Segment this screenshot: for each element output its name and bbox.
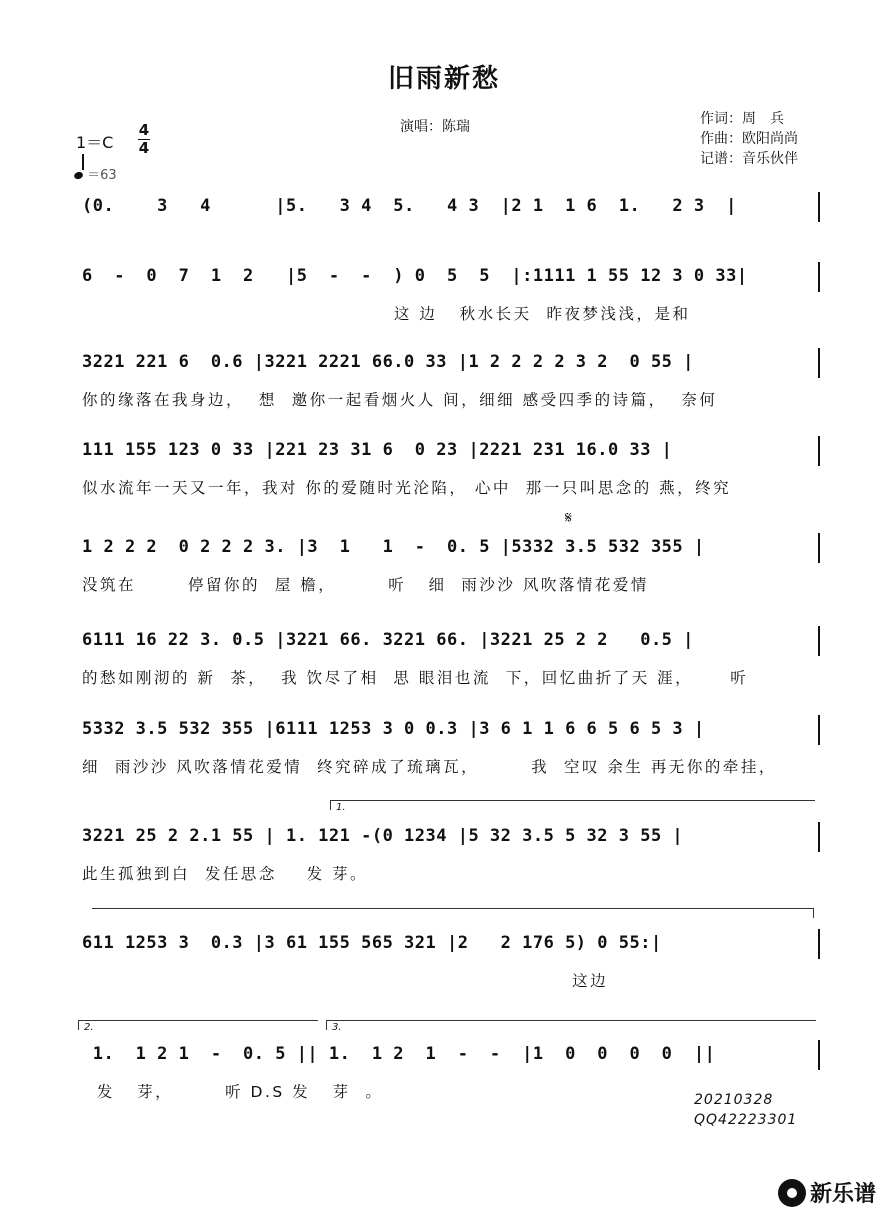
volta-bracket-second: [78, 1020, 318, 1021]
notation-line-9: 611 1253 3 0.3 |3 61 155 565 321 |2 2 176 5) 0 55:|: [82, 933, 662, 953]
lyric-line-3: 你的缘落在我身边， 想 邀你一起看烟火人 间，细细 感受四季的诗篇， 奈何: [82, 391, 718, 409]
singer-credit: 演唱：陈瑞: [400, 119, 470, 135]
volta-bracket-end-tick: [813, 908, 814, 918]
lyric-line-6: 的愁如刚沏的 新 茶， 我 饮尽了相 思 眼泪也流 下，回忆曲折了天 涯， 听: [82, 669, 749, 687]
vinyl-disc-icon: [778, 1179, 806, 1207]
logo-text: 新乐谱: [809, 1182, 876, 1207]
volta-number-1: 1.: [336, 802, 346, 813]
lyric-line-5: 没筑在 停留你的 屋 檐， 听 细 雨沙沙 风吹落情花爱情: [82, 576, 649, 594]
volta-bracket-third: [326, 1020, 816, 1021]
lyric-line-7: 细 雨沙沙 风吹落情花爱情 终究碎成了琉璃瓦， 我 空叹 余生 再无你的牵挂，: [82, 758, 777, 776]
tempo-value: ＝63: [87, 168, 117, 183]
system-end-barline: [818, 348, 820, 378]
notation-line-5: 1 2 2 2 0 2 2 2 3. |3 1 1 - 0. 5 |5332 3.5 532 355 |: [82, 537, 705, 557]
page-title: 旧雨新愁: [387, 64, 500, 94]
notation-line-2: 6 - 0 7 1 2 |5 - - ) 0 5 5 |:1111 1 55 12 3 0 33|: [82, 266, 748, 286]
tempo-marking: [74, 164, 117, 183]
system-end-barline: [818, 822, 820, 852]
volta-bracket-second-tick: [78, 1020, 79, 1030]
volta-bracket-continue: [92, 908, 814, 909]
volta-number-3: 3.: [332, 1022, 342, 1033]
time-numerator: 4: [138, 121, 150, 139]
volta-number-2: 2.: [84, 1022, 94, 1033]
volta-bracket-third-tick: [326, 1020, 327, 1030]
segno-icon: 𝄋: [565, 508, 572, 527]
notation-line-10: 1. 1 2 1 - 0. 5 || 1. 1 2 1 - - |1 0 0 0 0 ||: [82, 1044, 716, 1064]
system-end-barline: [818, 436, 820, 466]
system-end-barline: [818, 192, 820, 222]
date-stamp: 20210328: [694, 1092, 774, 1108]
qq-stamp: QQ42223301: [694, 1112, 798, 1128]
note-stem-icon: [82, 154, 84, 170]
notation-line-1: (0. 3 4 |5. 3 4 5. 4 3 |2 1 1 6 1. 2 3 |: [82, 196, 737, 216]
volta-bracket-2-top: [330, 800, 815, 801]
system-end-barline: [818, 715, 820, 745]
time-denominator: 4: [138, 139, 150, 157]
transcriber-credit: 记谱：音乐伙伴: [700, 151, 798, 167]
site-logo: [778, 1177, 876, 1208]
system-end-barline: [818, 533, 820, 563]
notation-line-7: 5332 3.5 532 355 |6111 1253 3 0 0.3 |3 6 1 1 6 6 5 6 5 3 |: [82, 719, 705, 739]
lyricist-credit: 作词：周 兵: [700, 111, 784, 127]
lyric-line-4: 似水流年一天又一年，我对 你的爱随时光沦陷， 心中 那一只叫思念的 燕，终究: [82, 479, 732, 497]
lyric-line-10: 发 芽， 听 D.S 发 芽 。: [82, 1083, 384, 1101]
composer-credit: 作曲：欧阳尚尚: [700, 131, 798, 147]
lyric-line-8: 此生孤独到白 发任思念 发 芽。: [82, 865, 368, 883]
system-end-barline: [818, 1040, 820, 1070]
notation-line-4: 111 155 123 0 33 |221 23 31 6 0 23 |2221 231 16.0 33 |: [82, 440, 673, 460]
time-signature: [138, 122, 150, 157]
system-end-barline: [818, 626, 820, 656]
notation-line-6: 6111 16 22 3. 0.5 |3221 66. 3221 66. |3221 25 2 2 0.5 |: [82, 630, 694, 650]
lyric-line-2: 这 边 秋水长天 昨夜梦浅浅，是和: [82, 305, 691, 323]
system-end-barline: [818, 929, 820, 959]
notation-line-3: 3221 221 6 0.6 |3221 2221 66.0 33 |1 2 2 2 2 3 2 0 55 |: [82, 352, 694, 372]
key-signature: 1＝C: [76, 133, 114, 152]
lyric-line-9: 这边: [82, 972, 609, 990]
quarter-note-icon: [73, 171, 84, 181]
volta-bracket-2-tick: [330, 800, 331, 810]
notation-line-8: 3221 25 2 2.1 55 | 1. 121 -(0 1234 |5 32 3.5 5 32 3 55 |: [82, 826, 684, 846]
system-end-barline: [818, 262, 820, 292]
